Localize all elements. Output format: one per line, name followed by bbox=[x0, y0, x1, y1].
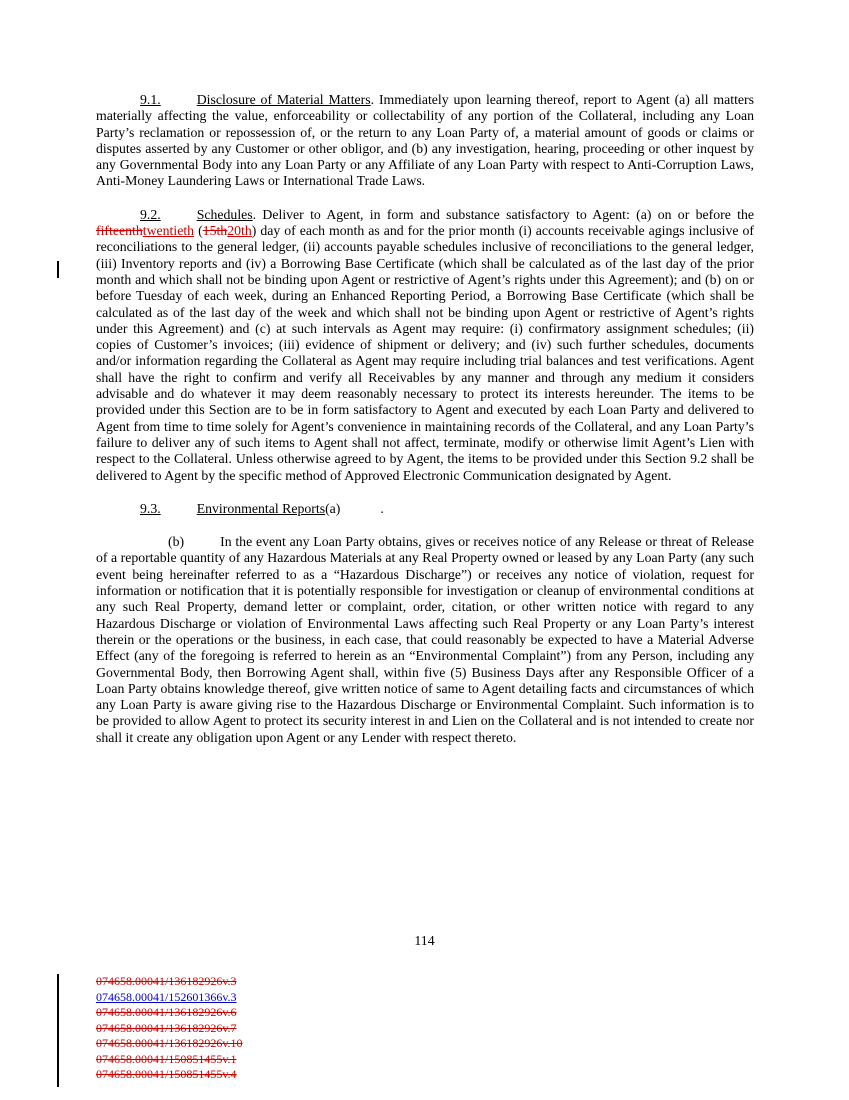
text-run-underline: Disclosure of Material Matters bbox=[196, 92, 371, 107]
section-9-3-heading bbox=[96, 501, 754, 517]
text-run-ins: 20th bbox=[227, 223, 252, 239]
section-9-1-paragraph bbox=[96, 92, 754, 190]
doc-id: 074658.00041/136182926v.7 bbox=[96, 1020, 237, 1035]
change-bar-redline bbox=[57, 261, 59, 278]
doc-id: 074658.00041/136182926v.6 bbox=[96, 1005, 237, 1019]
text-run-normal: . bbox=[380, 500, 384, 516]
text-run-normal: ( bbox=[194, 223, 203, 239]
paragraph-b bbox=[96, 534, 754, 746]
text-run-underline: Schedules bbox=[196, 206, 253, 222]
text-run-underline: Environmental Reports bbox=[196, 500, 326, 516]
text-run-del: fifteenth bbox=[96, 223, 143, 239]
doc-id: 074658.00041/136182926v.3 bbox=[96, 974, 237, 988]
footer-doc-ids bbox=[96, 974, 243, 1083]
text-run-normal: (b) bbox=[168, 534, 185, 550]
doc-id: 074658.00041/150851455v.1 bbox=[96, 1051, 237, 1066]
text-run-normal: . Immediately upon learning thereof, report to Agent (a) all matters materially affecting the value, enforceability or collectability of any portion of the Collateral, including any Loan Party’s reclamation or repossession of, or the return to any Loan Party of, a material amount of goods or claims or disputes asserted by any Customer or other obligor, and (b) any investigation, hearing, proceeding or other inquest by any Governmental Body into any Loan Party or any Affiliate of any Loan Party with respect to Anti-Corruption Laws, Anti-Money Laundering Laws or International Trade Laws. bbox=[96, 92, 754, 189]
section-9-2-paragraph bbox=[96, 207, 754, 484]
doc-id: 074658.00041/152601366v.3 bbox=[96, 989, 237, 1004]
text-run-normal: ) day of each month as and for the prior month (i) accounts receivable agings inclusive of reconciliations to the general ledger, (ii) accounts payable schedules inclusive of reconciliations to the general ledger, (iii) Inventory reports and (iv) a Borrowing Base Certificate (which shall be calculated as of the last day of the prior month and which shall not be binding upon Agent or restrictive of Agent’s rights under this Agreement); and (b) on or before Tuesday of each week, during an Enhanced Reporting Period, a Borrowing Base Certificate (which shall be calculated as of the last day of the week and which shall not be binding upon Agent or restrictive of Agent’s rights under this Agreement) and (c) at such intervals as Agent may require: (i) confirmatory assignment schedules; (ii) copies of Customer’s invoices; (iii) evidence of shipment or delivery; and (iv) such further schedules, documents and/or information regarding the Collateral as Agent may require including trial balances and test verifications. Agent shall have the right to confirm and verify all Receivables by any manner and through any medium it considers advisable and do whatever it may deem reasonably necessary to protect its interests hereunder. The items to be provided under this Section are to be in form satisfactory to Agent and executed by each Loan Party and delivered to Agent from time to time solely for Agent’s convenience in maintaining records of the Collateral, and any Loan Party’s failure to deliver any of such items to Agent shall not affect, terminate, modify or otherwise limit Agent’s Lien with respect to the Collateral. Unless otherwise agreed to by Agent, the items to be provided under this Section 9.2 shall be delivered to Agent by the specific method of Approved Electronic Communication designated by Agent. bbox=[96, 223, 754, 483]
text-run-underline: 9.1. bbox=[140, 92, 161, 107]
page-number: 114 bbox=[414, 933, 435, 948]
text-run-ins: twentieth bbox=[142, 223, 195, 239]
text-run-normal: . Deliver to Agent, in form and substance satisfactory to Agent: (a) on or before the bbox=[252, 206, 754, 222]
text-run-underline: 9.2. bbox=[140, 206, 161, 222]
doc-id: 074658.00041/136182926v.10 bbox=[96, 1036, 243, 1050]
doc-id: 074658.00041/150851455v.4 bbox=[96, 1067, 237, 1081]
page-content bbox=[96, 92, 754, 763]
text-run-normal: In the event any Loan Party obtains, gives or receives notice of any Release or threat of Release of a reportable quantity of any Hazardous Materials at any Real Property owned or leased by any Loan Party (any such event being hereinafter referred to as a “Hazardous Discharge”) or receives any notice of violation, request for information or notification that it is potentially responsible for investigation or cleanup of environmental conditions at any such Real Property, demand letter or complaint, order, citation, or other written notice with regard to any Hazardous Discharge or violation of Environmental Laws affecting such Real Property or any Loan Party’s interest therein or the operations or the business, in each case, that could reasonably be expected to have a Material Adverse Effect (any of the foregoing is referred to herein as an “Environmental Complaint”) from any Person, including any Governmental Body, then Borrowing Agent shall, within five (5) Business Days after any Responsible Officer of a Loan Party obtains knowledge thereof, give written notice of same to Agent detailing facts and circumstances of which any Loan Party is aware giving rise to the Hazardous Discharge or Environmental Complaint. Such information is to be provided to allow Agent to protect its security interest in and Lien on the Collateral and is not intended to create nor shall it create any obligation upon Agent or any Lender with respect thereto. bbox=[96, 534, 754, 745]
text-run-underline: 9.3. bbox=[140, 500, 161, 516]
text-run-del: 15th bbox=[202, 223, 228, 239]
change-bar-footer bbox=[57, 974, 59, 1087]
text-run-normal: (a) bbox=[325, 500, 341, 516]
